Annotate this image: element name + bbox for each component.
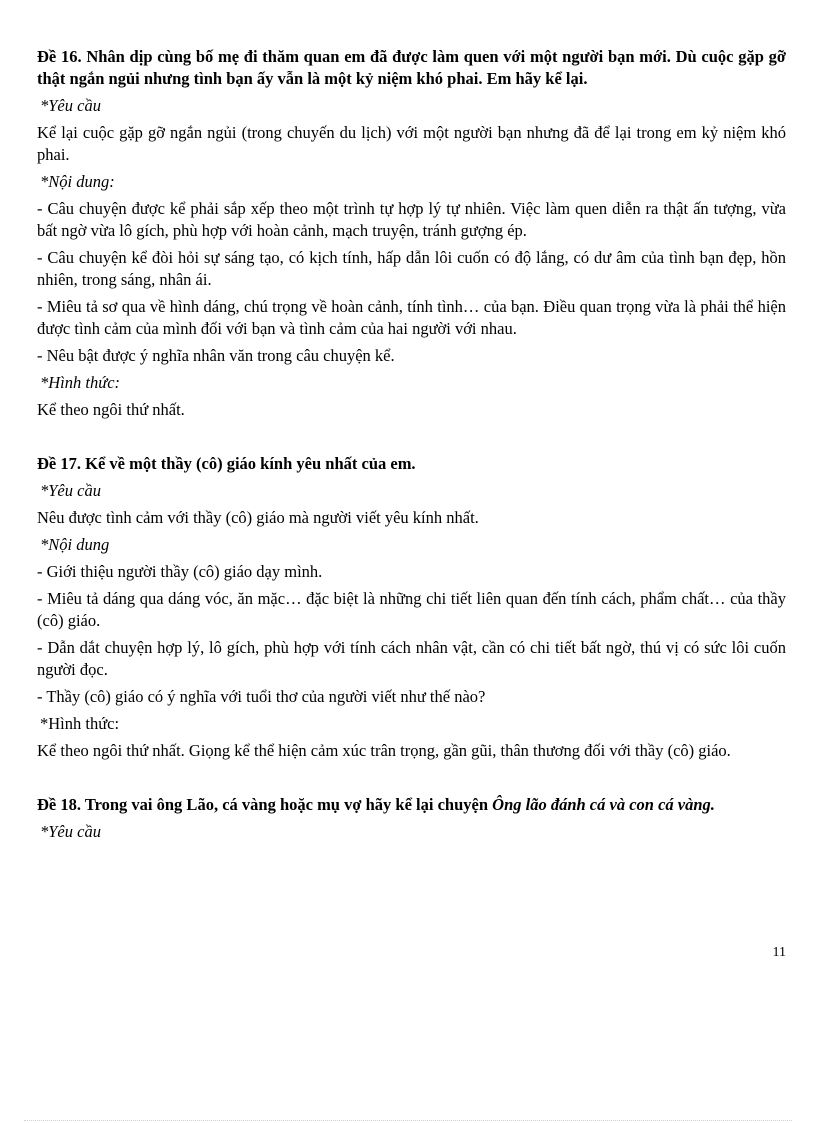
requirement-text: Kể lại cuộc gặp gỡ ngắn ngủi (trong chuyến du lịch) với một người bạn nhưng đã để lại trong em kỷ niệm khó phai. — [37, 123, 786, 164]
requirement-text: Nêu được tình cảm với thầy (cô) giáo mà người viết yêu kính nhất. — [37, 508, 479, 527]
content-item: - Nêu bật được ý nghĩa nhân văn trong câu chuyện kể. — [37, 346, 395, 365]
page-bottom-divider — [24, 1120, 792, 1121]
section-de-18 — [37, 794, 786, 843]
section-title-prefix: Đề 18. Trong vai ông Lão, cá vàng hoặc mụ vợ hãy kể lại chuyện — [37, 795, 493, 814]
content-item: - Câu chuyện được kể phải sắp xếp theo một trình tự hợp lý tự nhiên. Việc làm quen diễn ra thật ấn tượng, vừa bất ngờ vừa lô gích, phù hợp với hoàn cảnh, mạch truyện, tránh gượng ép. — [37, 199, 786, 240]
content-label: *Nội dung: — [40, 172, 115, 191]
content-item: - Giới thiệu người thầy (cô) giáo dạy mình. — [37, 562, 323, 581]
content-item: - Miêu tả dáng qua dáng vóc, ăn mặc… đặc biệt là những chi tiết liên quan đến tính cách, phẩm chất… của thầy (cô) giáo. — [37, 589, 786, 630]
content-label: *Nội dung — [40, 535, 110, 554]
form-label: *Hình thức: — [40, 373, 121, 392]
requirement-label: *Yêu cầu — [40, 96, 101, 115]
section-de-16 — [37, 46, 786, 421]
page-number: 11 — [772, 945, 786, 960]
section-de-17 — [37, 453, 786, 762]
requirement-label: *Yêu cầu — [40, 822, 101, 841]
requirement-label: *Yêu cầu — [40, 481, 101, 500]
section-title: Đề 17. Kể về một thầy (cô) giáo kính yêu nhất của em. — [37, 454, 416, 473]
form-text: Kể theo ngôi thứ nhất. Giọng kể thể hiện cảm xúc trân trọng, gần gũi, thân thương đối với thầy (cô) giáo. — [37, 741, 731, 760]
form-text: Kể theo ngôi thứ nhất. — [37, 400, 185, 419]
content-item: - Dẫn dắt chuyện hợp lý, lô gích, phù hợp với tính cách nhân vật, cần có chi tiết bất ngờ, thú vị có sức lôi cuốn người đọc. — [37, 638, 786, 679]
section-spacer — [37, 426, 786, 453]
content-item: - Câu chuyện kể đòi hỏi sự sáng tạo, có kịch tính, hấp dẫn lôi cuốn có độ lắng, có dư âm của tình bạn đẹp, hồn nhiên, trong sáng, nhân ái. — [37, 248, 786, 289]
section-spacer — [37, 767, 786, 794]
story-title: Ông lão đánh cá và con cá vàng. — [492, 795, 715, 814]
form-label: *Hình thức: — [40, 714, 120, 733]
section-title: Đề 16. Nhân dịp cùng bố mẹ đi thăm quan em đã được làm quen với một người bạn mới. Dù cuộc gặp gỡ thật ngắn ngủi nhưng tình bạn ấy vẫn là một kỷ niệm khó phai. Em hãy kể lại. — [37, 47, 786, 88]
content-item: - Thầy (cô) giáo có ý nghĩa với tuổi thơ của người viết như thế nào? — [37, 687, 486, 706]
document-page — [37, 46, 786, 848]
section-title — [37, 794, 786, 816]
content-item: - Miêu tả sơ qua về hình dáng, chú trọng về hoàn cảnh, tính tình… của bạn. Điều quan trọng vừa là phải thể hiện được tình cảm của mình đối với bạn và tình cảm của hai người với nhau. — [37, 297, 786, 338]
